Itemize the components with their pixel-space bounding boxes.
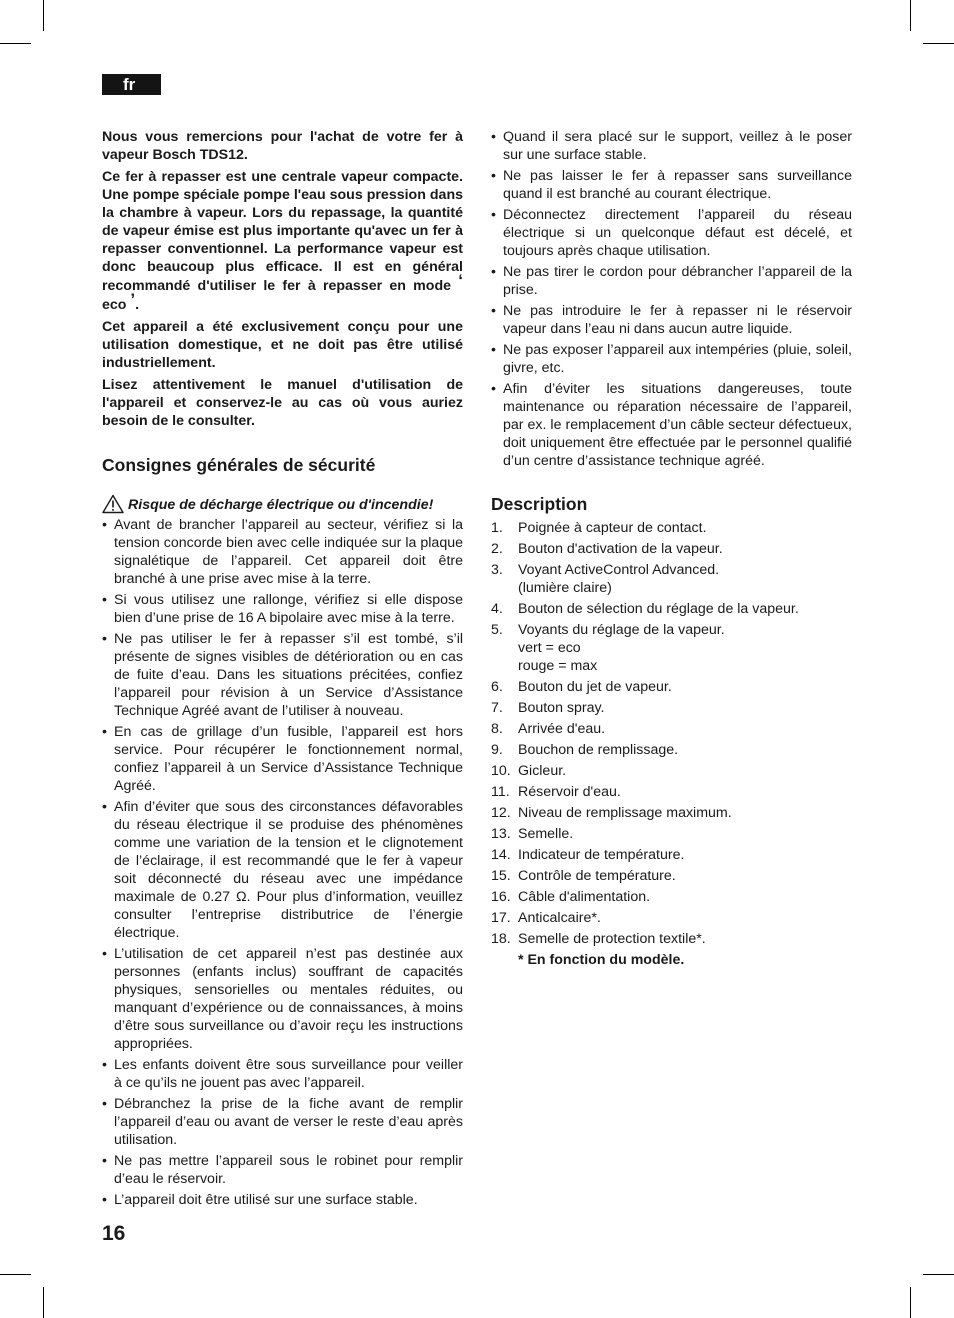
description-item	[491, 888, 852, 906]
item-label: Semelle de protection textile*.	[518, 931, 706, 947]
item-label: Bouchon de remplissage.	[518, 742, 679, 758]
list-item: • L’utilisation de cet appareil n’est pas destinée aux personnes (enfants inclus) souffrant de capacités physiques, sensorielles ou mentales réduites, ou manquant d’expérience ou de connaissances, à moins d’être sous surveillance ou d’avoir reçu les instructions appropriées.	[102, 945, 463, 1053]
item-label: Semelle.	[518, 826, 574, 842]
list-item: • Les enfants doivent être sous surveillance pour veiller à ce qu’ils ne jouent pas avec l’appareil.	[102, 1056, 463, 1092]
item-text	[518, 762, 852, 780]
item-label: Bouton spray.	[518, 700, 605, 716]
item-label: Câble d'alimentation.	[518, 889, 651, 905]
description-item	[491, 540, 852, 558]
item-subline: vert = eco	[518, 640, 581, 656]
page-number: 16	[102, 1222, 126, 1245]
item-number: 6.	[491, 679, 503, 695]
intro-paragraph	[102, 168, 463, 314]
safety-list	[102, 516, 463, 1209]
item-label: Bouton d'activation de la vapeur.	[518, 541, 723, 557]
left-column	[102, 128, 463, 1212]
item-number: 1.	[491, 520, 503, 536]
eco-open-mark: ‘	[458, 271, 463, 290]
crop-mark	[910, 0, 911, 31]
item-number: 3.	[491, 562, 503, 578]
item-label: Anticalcaire*.	[518, 910, 601, 926]
item-number: 12.	[491, 805, 511, 821]
warning-line	[102, 494, 463, 514]
list-item: • Ne pas exposer l’appareil aux intempéries (pluie, soleil, givre, etc.	[491, 341, 852, 377]
list-item: • Ne pas mettre l’appareil sous le robinet pour remplir d’eau le réservoir.	[102, 1152, 463, 1188]
item-text	[518, 699, 852, 717]
item-text	[518, 888, 852, 906]
item-number: 8.	[491, 721, 503, 737]
description-item	[491, 678, 852, 696]
description-item	[491, 519, 852, 537]
item-label: Voyant ActiveControl Advanced.	[518, 562, 720, 578]
item-number: 5.	[491, 622, 503, 638]
item-text	[518, 720, 852, 738]
list-item: • Afin d’éviter que sous des circonstances défavorables du réseau électrique il se produise des phénomènes comme une variation de la tension et le clignotement de l’éclairage, il est recommandé que le fer à vapeur soit déconnecté du réseau avec une impédance maximale de 0.27 Ω. Pour plus d’information, veuillez consulter l’entreprise distributrice de l’énergie électrique.	[102, 798, 463, 942]
list-item: • En cas de grillage d’un fusible, l’appareil est hors service. Pour récupérer le fonctionnement normal, confiez l’appareil à un Service d’Assistance Technique Agréé.	[102, 723, 463, 795]
right-column	[491, 128, 852, 969]
intro-paragraph: Lisez attentivement le manuel d'utilisation de l'appareil et conservez-le au cas où vous auriez besoin de le consulter.	[102, 377, 463, 429]
item-text	[518, 783, 852, 801]
description-item	[491, 561, 852, 597]
item-number: 18.	[491, 931, 511, 947]
list-item: • L’appareil doit être utilisé sur une surface stable.	[102, 1191, 463, 1209]
description-heading: Description	[491, 494, 588, 514]
description-item	[491, 720, 852, 738]
description-item	[491, 909, 852, 927]
list-item: • Avant de brancher l’appareil au secteur, vérifiez si la tension concorde bien avec celle indiquée sur la plaque signalétique de l’appareil. Cet appareil doit être branché à une prise avec mise à la terre.	[102, 516, 463, 588]
crop-mark	[0, 1274, 31, 1275]
item-number: 11.	[491, 784, 510, 800]
list-item: • Si vous utilisez une rallonge, vérifiez si elle dispose bien d’une prise de 16 A bipolaire avec mise à la terre.	[102, 591, 463, 627]
item-text	[518, 561, 852, 597]
item-label: Poignée à capteur de contact.	[518, 520, 707, 536]
item-number: 16.	[491, 889, 511, 905]
item-text	[518, 621, 852, 675]
warning-text: Risque de décharge électrique ou d'incendie!	[128, 497, 434, 513]
description-note: * En fonction du modèle.	[518, 952, 685, 968]
item-label: Indicateur de température.	[518, 847, 685, 863]
description-item	[491, 621, 852, 675]
description-item	[491, 804, 852, 822]
item-number: 2.	[491, 541, 503, 557]
item-number: 4.	[491, 601, 503, 617]
item-subline: (lumière claire)	[518, 580, 612, 596]
crop-mark	[0, 43, 31, 44]
description-item	[491, 846, 852, 864]
list-item: • Déconnectez directement l’appareil du réseau électrique si un quelconque défaut est décelé, et toujours après chaque utilisation.	[491, 206, 852, 260]
list-item: • Ne pas laisser le fer à repasser sans surveillance quand il est branché au courant électrique.	[491, 167, 852, 203]
safety-heading: Consignes générales de sécurité	[102, 455, 376, 475]
item-text	[518, 825, 852, 843]
crop-mark	[923, 43, 954, 44]
description-item	[491, 699, 852, 717]
description-item	[491, 741, 852, 759]
item-label: Niveau de remplissage maximum.	[518, 805, 732, 821]
intro-text: Ce fer à repasser est une centrale vapeur compacte. Une pompe spéciale pompe l'eau sous pression dans la chambre à vapeur. Lors du repassage, la quantité de vapeur émise est plus importante qu'avec un fer à repasser conventionnel. La performance vapeur est donc beaucoup plus efficace. Il est en général recommandé d'utiliser le fer à repasser en mode	[102, 169, 463, 294]
description-item	[491, 867, 852, 885]
language-tab: fr	[102, 74, 161, 95]
item-text	[518, 678, 852, 696]
intro-paragraph: Nous vous remercions pour l'achat de votre fer à vapeur Bosch TDS12.	[102, 129, 463, 163]
item-label: Contrôle de température.	[518, 868, 676, 884]
item-label: Bouton du jet de vapeur.	[518, 679, 672, 695]
crop-mark	[923, 1274, 954, 1275]
item-text	[518, 600, 852, 618]
intro	[102, 128, 463, 430]
eco-word: eco	[102, 297, 127, 313]
list-item: • Ne pas utiliser le fer à repasser s’il est tombé, s’il présente de signes visibles de détérioration ou en cas de fuite d’eau. Dans les situations précitées, confiez l’appareil pour révision à un Service d’Assistance Technique Agréé avant de l’utiliser à nouveau.	[102, 630, 463, 720]
item-text	[518, 804, 852, 822]
description-item	[491, 762, 852, 780]
intro-paragraph: Cet appareil a été exclusivement conçu pour une utilisation domestique, et ne doit pas être utilisé industriellement.	[102, 319, 463, 371]
item-number: 14.	[491, 847, 511, 863]
crop-mark	[43, 0, 44, 31]
item-subline: rouge = max	[518, 658, 598, 674]
eco-close-mark: ’	[130, 290, 136, 309]
safety-list-continued	[491, 128, 852, 470]
item-text	[518, 930, 852, 948]
item-number: 9.	[491, 742, 503, 758]
description-item	[491, 783, 852, 801]
item-label: Voyants du réglage de la vapeur.	[518, 622, 725, 638]
crop-mark	[43, 1287, 44, 1318]
warning-triangle-icon	[102, 494, 124, 514]
list-item: • Afin d’éviter les situations dangereuses, toute maintenance ou réparation nécessaire de l’appareil, par ex. le remplacement d’un câble secteur défectueux, doit uniquement être effectuée par le personnel qualifié d’un centre d’assistance technique agréé.	[491, 380, 852, 470]
item-text	[518, 540, 852, 558]
item-label: Arrivée d'eau.	[518, 721, 606, 737]
crop-mark	[910, 1287, 911, 1318]
item-text	[518, 519, 852, 537]
item-label: Réservoir d'eau.	[518, 784, 621, 800]
item-label: Bouton de sélection du réglage de la vapeur.	[518, 601, 799, 617]
item-text	[518, 846, 852, 864]
item-text	[518, 741, 852, 759]
item-text	[518, 867, 852, 885]
list-item: • Ne pas introduire le fer à repasser ni le réservoir vapeur dans l’eau ni dans aucun autre liquide.	[491, 302, 852, 338]
list-item: • Quand il sera placé sur le support, veillez à le poser sur une surface stable.	[491, 128, 852, 164]
description-item	[491, 600, 852, 618]
item-label: Gicleur.	[518, 763, 567, 779]
item-text	[518, 909, 852, 927]
description-item	[491, 930, 852, 948]
description-list	[491, 519, 852, 948]
item-number: 13.	[491, 826, 511, 842]
list-item: • Débranchez la prise de la fiche avant de remplir l’appareil d’eau ou avant de verser le reste d’eau après utilisation.	[102, 1095, 463, 1149]
item-number: 10.	[491, 763, 511, 779]
item-number: 15.	[491, 868, 511, 884]
item-number: 17.	[491, 910, 511, 926]
eco-end: .	[135, 297, 140, 313]
item-number: 7.	[491, 700, 503, 716]
description-item	[491, 825, 852, 843]
list-item: • Ne pas tirer le cordon pour débrancher l’appareil de la prise.	[491, 263, 852, 299]
